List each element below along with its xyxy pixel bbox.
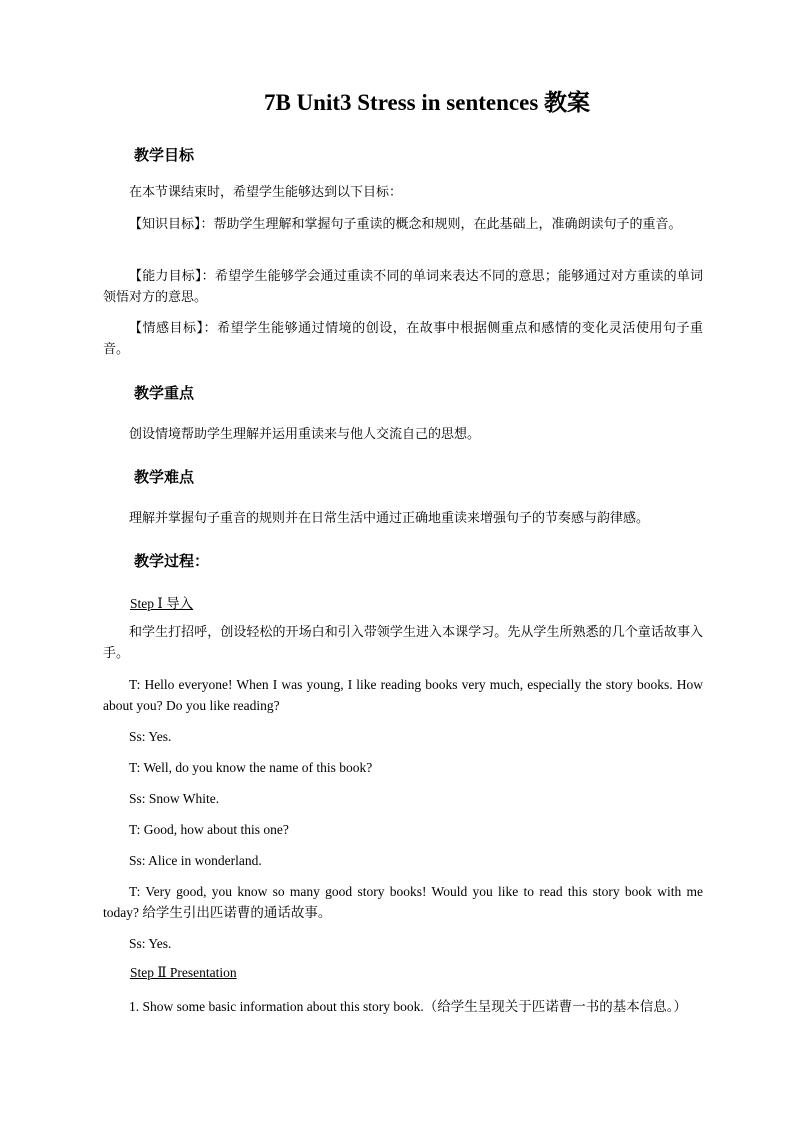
knowledge-objective: 【知识目标】：帮助学生理解和掌握句子重读的概念和规则，在此基础上，准确朗读句子的重音。	[129, 217, 682, 232]
ability-objective: 【能力目标】：希望学生能够学会通过重读不同的单词来表达不同的意思；能够通过对方重读的单词领悟对方的意思。	[103, 269, 703, 305]
step2-item1: 1. Show some basic information about this story book.（给学生呈现关于匹诺曹一书的基本信息。）	[129, 999, 687, 1014]
emotion-objective: 【情感目标】：希望学生能够通过情境的创设，在故事中根据侧重点和感情的变化灵活使用句子重音。	[103, 321, 703, 357]
step2-label: Step Ⅱ Presentation	[130, 965, 237, 980]
document-title: 7B Unit3 Stress in sentences 教案	[263, 90, 591, 115]
dialogue-line: Ss: Alice in wonderland.	[129, 853, 262, 868]
dialogue-line: T: Very good, you know so many good story books! Would you like to read this story book with me today? 给学生引出匹诺曹的通话故事。	[103, 884, 703, 920]
objectives-heading: 教学目标	[134, 146, 195, 164]
difficulty-text: 理解并掌握句子重音的规则并在日常生活中通过正确地重读来增强句子的节奏感与韵律感。	[129, 511, 650, 526]
dialogue-line: Ss: Snow White.	[129, 791, 220, 806]
dialogue-line: Ss: Yes.	[129, 936, 172, 951]
dialogue-line: Ss: Yes.	[129, 729, 172, 744]
dialogue-line: T: Well, do you know the name of this book?	[129, 760, 373, 775]
step1-label: Step Ⅰ 导入	[130, 596, 194, 611]
keypoint-text: 创设情境帮助学生理解并运用重读来与他人交流自己的思想。	[129, 427, 481, 442]
process-heading: 教学过程：	[134, 552, 210, 570]
difficulty-heading: 教学难点	[134, 468, 195, 486]
dialogue-line: T: Hello everyone! When I was young, I like reading books very much, especially the story books. How about you? Do you like reading?	[103, 677, 703, 713]
keypoint-heading: 教学重点	[134, 384, 195, 402]
objectives-intro: 在本节课结束时，希望学生能够达到以下目标：	[129, 185, 403, 200]
step1-intro: 和学生打招呼，创设轻松的开场白和引入带领学生进入本课学习。先从学生所熟悉的几个童话故事入手。	[103, 625, 703, 661]
dialogue-line: T: Good, how about this one?	[129, 822, 289, 837]
